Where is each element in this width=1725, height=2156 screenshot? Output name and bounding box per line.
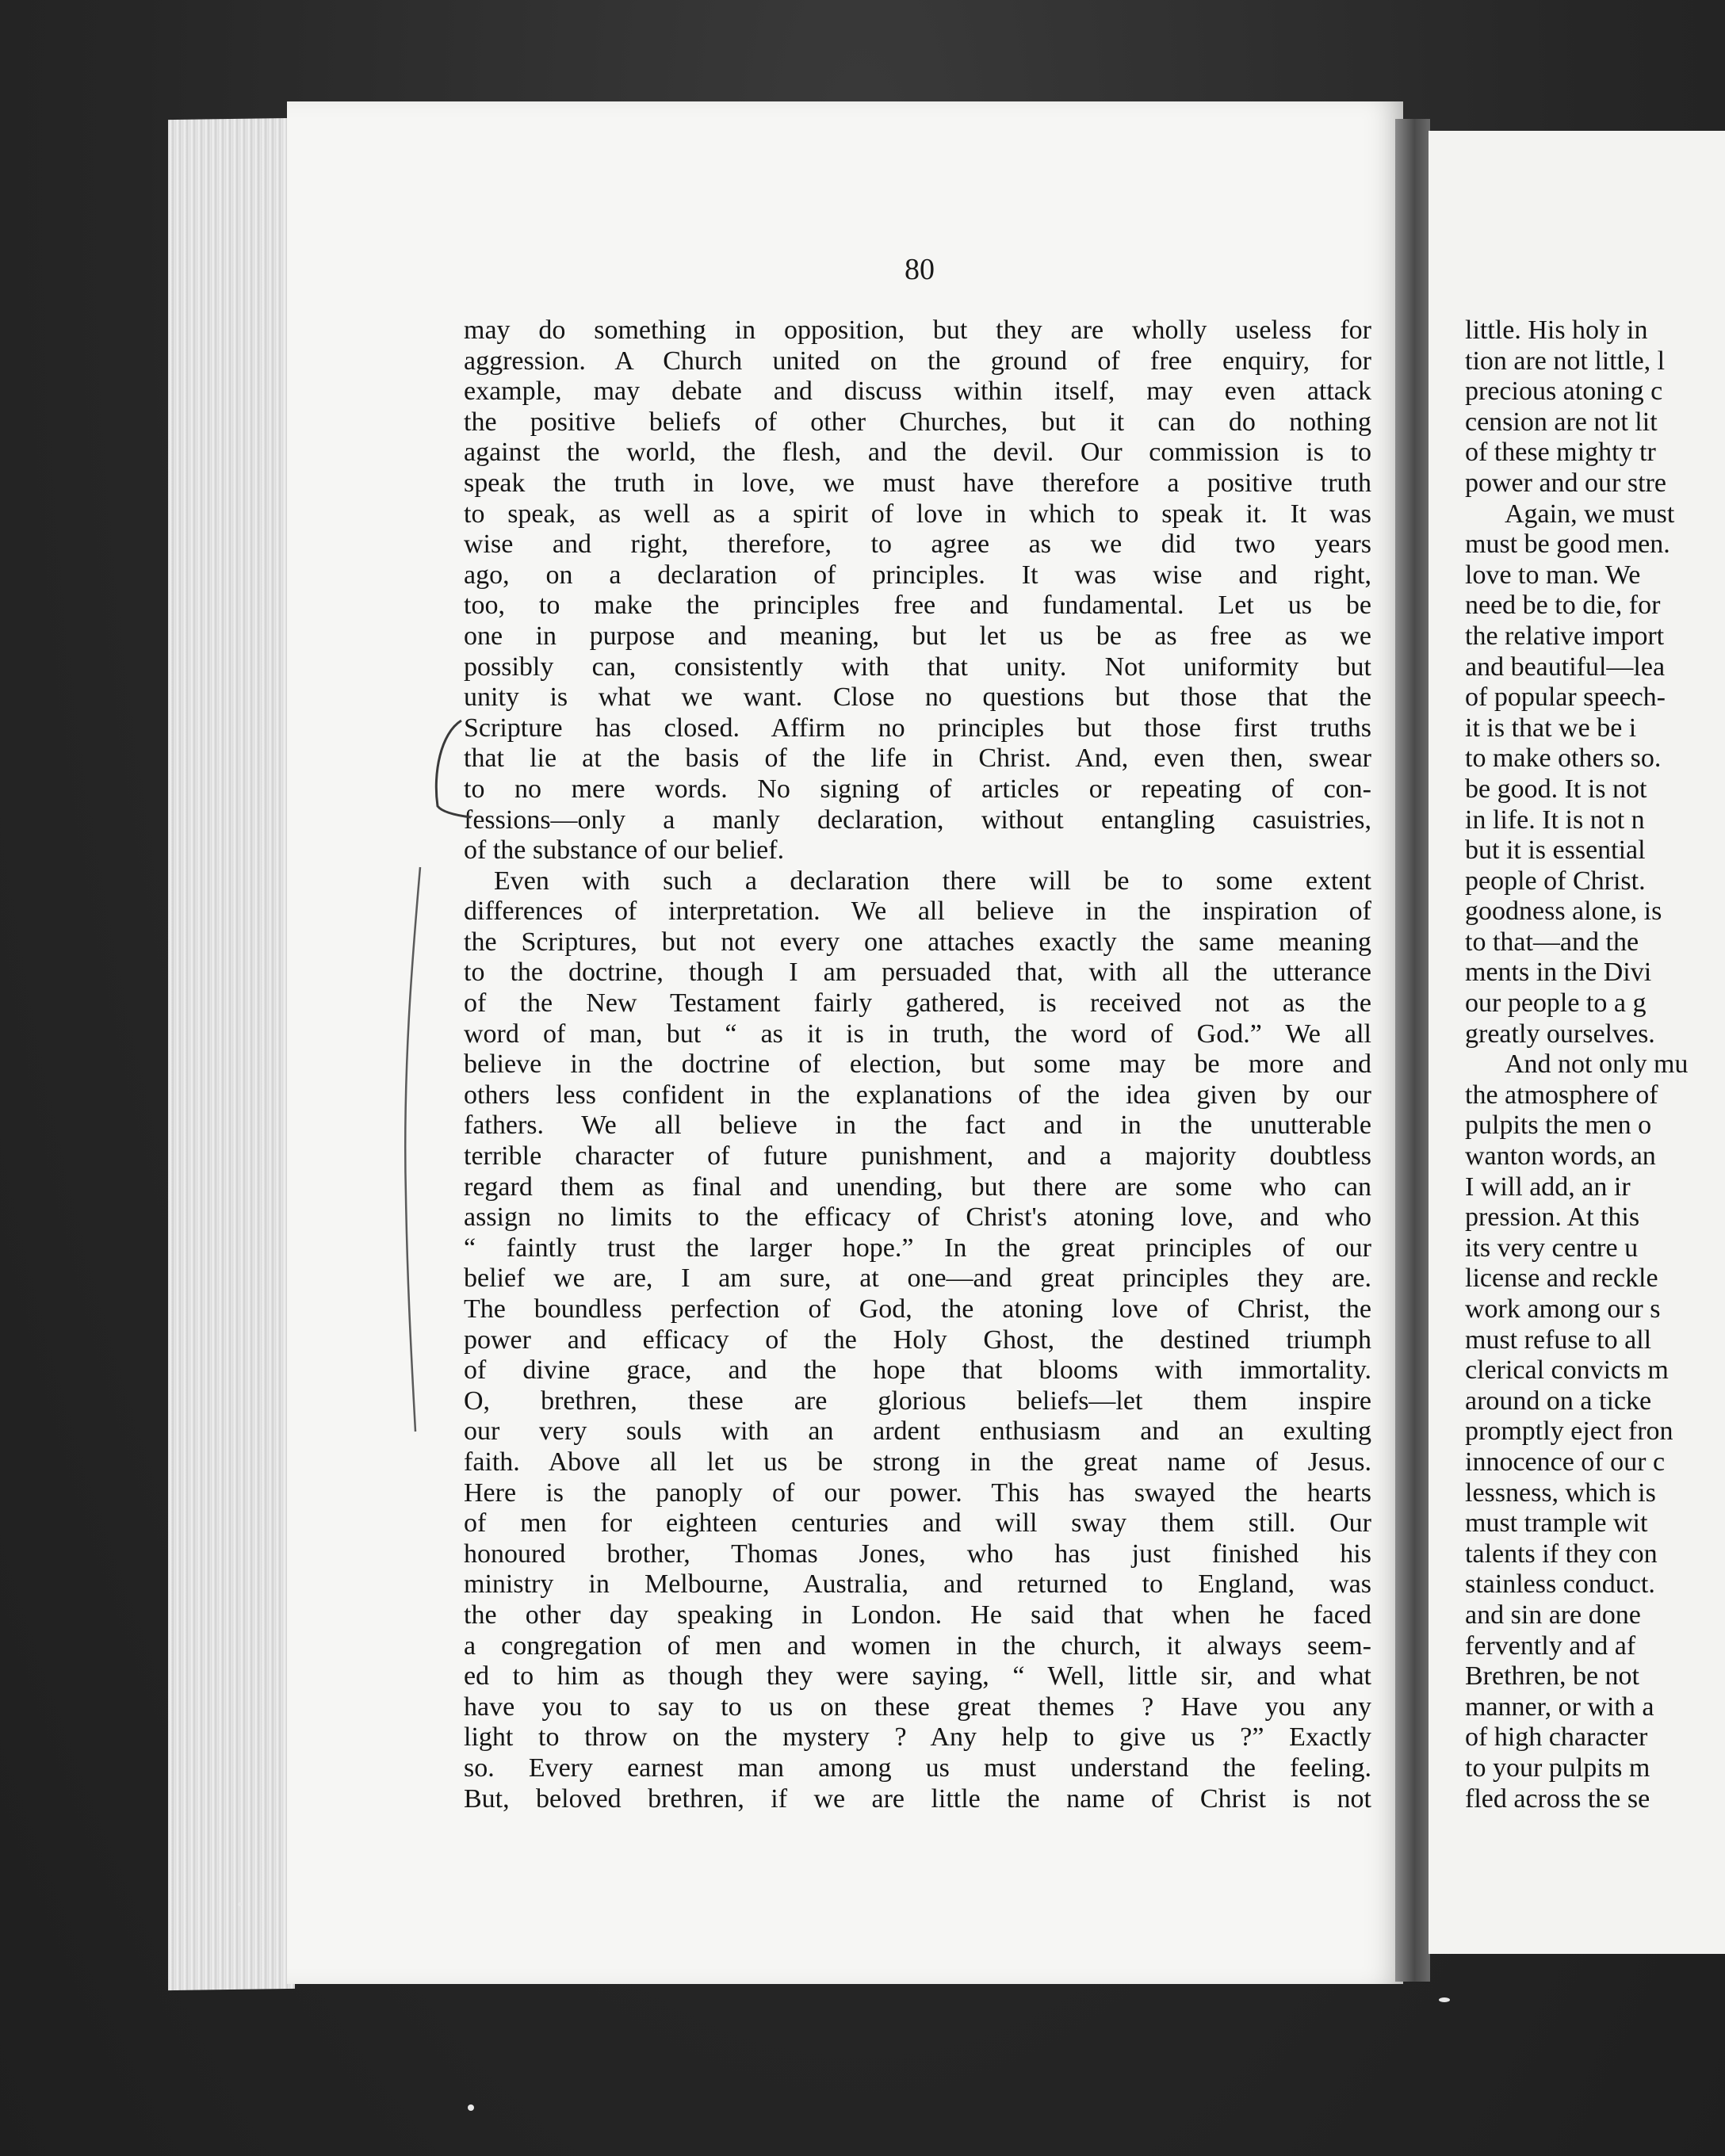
text-line: wise and right, therefore, to agree as we did two years xyxy=(464,529,1371,560)
text-line: possibly can, consistently with that unity. Not uniformity but xyxy=(464,652,1371,682)
text-line: Even with such a declaration there will be to some extent xyxy=(494,866,1371,896)
text-line: wanton words, an xyxy=(1465,1141,1656,1172)
text-line: have you to say to us on these great themes ? Have you any xyxy=(464,1692,1371,1722)
text-line: so. Every earnest man among us must understand the feeling. xyxy=(464,1753,1371,1783)
text-line: must be good men. xyxy=(1465,529,1670,560)
text-line: But, beloved brethren, if we are little the name of Christ is not xyxy=(464,1783,1371,1814)
text-line: of popular speech- xyxy=(1465,682,1666,713)
text-line: ministry in Melbourne, Australia, and returned to England, was xyxy=(464,1569,1371,1600)
text-line: the Scriptures, but not every one attaches exactly the same meaning xyxy=(464,927,1371,957)
text-line: one in purpose and meaning, but let us be as free as we xyxy=(464,621,1371,651)
pencil-bracket-mark xyxy=(426,717,474,820)
text-line: its very centre u xyxy=(1465,1233,1639,1263)
text-line: in life. It is not n xyxy=(1465,805,1645,835)
text-line: goodness alone, is xyxy=(1465,896,1662,927)
text-line: our people to a g xyxy=(1465,988,1647,1019)
text-line: cension are not lit xyxy=(1465,407,1658,437)
text-line: belief we are, I am sure, at one—and great principles they are. xyxy=(464,1263,1371,1294)
text-line: to that—and the xyxy=(1465,927,1639,957)
text-line: lessness, which is xyxy=(1465,1477,1656,1508)
text-line: too, to make the principles free and fundamental. Let us be xyxy=(464,591,1371,621)
text-line: against the world, the flesh, and the devil. Our commission is to xyxy=(464,438,1371,468)
text-line: fervently and af xyxy=(1465,1630,1636,1661)
text-line: people of Christ. xyxy=(1465,866,1646,896)
pencil-margin-line xyxy=(388,864,428,1435)
text-line: the atmosphere of xyxy=(1465,1080,1658,1110)
text-line: the positive beliefs of other Churches, but it can do nothing xyxy=(464,407,1371,437)
text-line: tion are not little, l xyxy=(1465,346,1666,376)
text-line: a congregation of men and women in the church, it always seem- xyxy=(464,1630,1371,1661)
text-line: ed to him as though they were saying, “ Well, little sir, and what xyxy=(464,1661,1371,1692)
text-line: Brethren, be not xyxy=(1465,1661,1639,1692)
text-line: be good. It is not xyxy=(1465,774,1647,804)
text-line: need be to die, for xyxy=(1465,591,1661,621)
text-line: honoured brother, Thomas Jones, who has just finished his xyxy=(464,1539,1371,1569)
text-line: aggression. A Church united on the ground of free enquiry, for xyxy=(464,346,1371,376)
text-line: to speak, as well as a spirit of love in which to speak it. It was xyxy=(464,499,1371,529)
text-line: to no mere words. No signing of articles or repeating of con- xyxy=(464,774,1371,804)
text-line: but it is essential xyxy=(1465,835,1646,866)
text-line: of the New Testament fairly gathered, is received not as the xyxy=(464,988,1371,1019)
page-number: 80 xyxy=(905,253,935,286)
text-line: others less confident in the explanations of the idea given by our xyxy=(464,1080,1371,1110)
text-line: faith. Above all let us be strong in the great name of Jesus. xyxy=(464,1447,1371,1477)
text-line: fathers. We all believe in the fact and in the unutterable xyxy=(464,1110,1371,1141)
text-line: manner, or with a xyxy=(1465,1692,1654,1722)
text-line: example, may debate and discuss within itself, may even attack xyxy=(464,377,1371,407)
text-line: and beautiful—lea xyxy=(1465,652,1666,682)
text-line: our very souls with an ardent enthusiasm and an exulting xyxy=(464,1416,1371,1447)
text-line: the other day speaking in London. He said that when he faced xyxy=(464,1600,1371,1630)
text-line: power and efficacy of the Holy Ghost, the destined triumph xyxy=(464,1325,1371,1355)
text-line: license and reckle xyxy=(1465,1263,1658,1294)
dust-speck xyxy=(238,1902,242,1906)
text-line: fled across the se xyxy=(1465,1783,1650,1814)
text-line: speak the truth in love, we must have therefore a positive truth xyxy=(464,468,1371,498)
text-line: differences of interpretation. We all believe in the inspiration of xyxy=(464,896,1371,927)
text-line: must trample wit xyxy=(1465,1508,1648,1539)
dust-speck xyxy=(1439,1997,1450,2002)
page-stack-edge xyxy=(168,118,295,1990)
text-line: pression. At this xyxy=(1465,1202,1640,1233)
text-line: Scripture has closed. Affirm no principles but those first truths xyxy=(464,713,1371,743)
text-line: of the substance of our belief. xyxy=(464,835,785,866)
text-line: that lie at the basis of the life in Christ. And, even then, swear xyxy=(464,744,1371,774)
text-line: “ faintly trust the larger hope.” In the great principles of our xyxy=(464,1233,1371,1263)
text-line: power and our stre xyxy=(1465,468,1666,498)
text-line: ments in the Divi xyxy=(1465,958,1652,988)
text-line: assign no limits to the efficacy of Christ's atoning love, and who xyxy=(464,1202,1371,1233)
text-line: it is that we be i xyxy=(1465,713,1637,743)
text-line: promptly eject fron xyxy=(1465,1416,1673,1447)
text-line: love to man. We xyxy=(1465,560,1641,590)
text-line: I will add, an ir xyxy=(1465,1172,1631,1202)
text-line: O, brethren, these are glorious beliefs—let them inspire xyxy=(464,1386,1371,1416)
text-line: clerical convicts m xyxy=(1465,1355,1669,1386)
text-line: to make others so. xyxy=(1465,744,1662,774)
text-line: greatly ourselves. xyxy=(1465,1019,1655,1049)
book-gutter xyxy=(1395,119,1430,1982)
text-line: work among our s xyxy=(1465,1294,1661,1324)
text-line: unity is what we want. Close no questions but those that the xyxy=(464,682,1371,713)
text-line: and sin are done xyxy=(1465,1600,1641,1630)
dust-speck xyxy=(468,2104,474,2111)
text-line: fessions—only a manly declaration, without entangling casuistries, xyxy=(464,805,1371,835)
text-line: The boundless perfection of God, the atoning love of Christ, the xyxy=(464,1294,1371,1324)
text-line: may do something in opposition, but they are wholly useless for xyxy=(464,315,1371,345)
text-line: Again, we must xyxy=(1505,499,1675,529)
right-page-text xyxy=(1465,315,1725,1814)
text-line: must refuse to all xyxy=(1465,1325,1652,1355)
text-line: of men for eighteen centuries and will sway them still. Our xyxy=(464,1508,1371,1539)
text-line: of these mighty tr xyxy=(1465,438,1656,468)
text-line: the relative import xyxy=(1465,621,1665,651)
text-line: light to throw on the mystery ? Any help to give us ?” Exactly xyxy=(464,1722,1371,1753)
text-line: regard them as final and unending, but there are some who can xyxy=(464,1172,1371,1202)
text-line: of high character xyxy=(1465,1722,1648,1753)
text-line: believe in the doctrine of election, but some may be more and xyxy=(464,1049,1371,1080)
text-line: And not only mu xyxy=(1505,1049,1689,1080)
text-line: terrible character of future punishment, and a majority doubtless xyxy=(464,1141,1371,1172)
text-line: pulpits the men o xyxy=(1465,1110,1652,1141)
text-line: stainless conduct. xyxy=(1465,1569,1655,1600)
text-line: to your pulpits m xyxy=(1465,1753,1650,1783)
text-line: of divine grace, and the hope that blooms with immortality. xyxy=(464,1355,1371,1386)
text-line: little. His holy in xyxy=(1465,315,1648,345)
text-line: innocence of our c xyxy=(1465,1447,1666,1477)
text-line: word of man, but “ as it is in truth, the word of God.” We all xyxy=(464,1019,1371,1049)
text-line: precious atoning c xyxy=(1465,377,1663,407)
text-line: talents if they con xyxy=(1465,1539,1658,1569)
text-line: Here is the panoply of our power. This has swayed the hearts xyxy=(464,1477,1371,1508)
left-page-text xyxy=(464,315,1371,1814)
text-line: to the doctrine, though I am persuaded that, with all the utterance xyxy=(464,958,1371,988)
text-line: around on a ticke xyxy=(1465,1386,1652,1416)
text-line: ago, on a declaration of principles. It was wise and right, xyxy=(464,560,1371,590)
